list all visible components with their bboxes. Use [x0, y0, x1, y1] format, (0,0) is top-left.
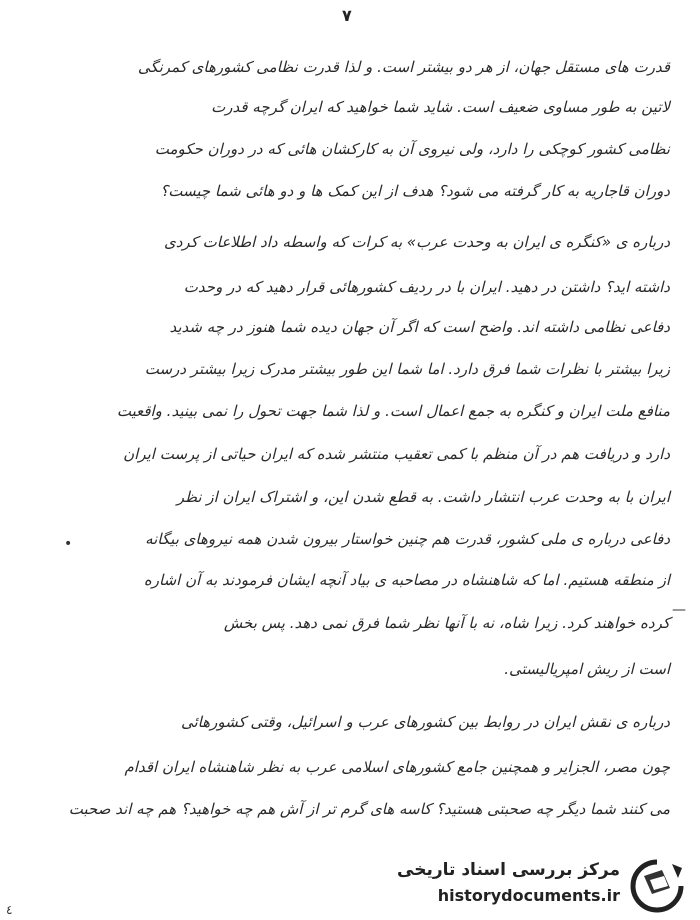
handwritten-line: کرده خواهند کرد. زیرا شاه، نه با آنها نظر شما فرق نمی دهد. پس بخش: [223, 614, 670, 632]
handwritten-line: درباره ی «کنگره ی ایران به وحدت عرب» به کرات که واسطه داد اطلاعات کردی: [164, 233, 670, 251]
handwritten-line: داشته اید؟ داشتن در دهید. ایران با در ردیف کشورهائی قرار دهید که در وحدت: [183, 278, 670, 296]
margin-dot: •: [64, 536, 73, 552]
margin-dash: —: [672, 602, 686, 618]
handwritten-line: نظامی کشور کوچکی را دارد، ولی نیروی آن به کارکشان هائی که در دوران حکومت: [154, 140, 670, 158]
handwritten-line: است از ریش امپریالیستی.: [504, 660, 670, 678]
watermark-title: مرکز بررسی اسناد تاریخی: [397, 860, 620, 880]
handwritten-line: می کنند شما دیگر چه صحبتی هستید؟ کاسه های گرم تر از آش هم چه خواهید؟ هم چه اند صحبت: [68, 800, 670, 818]
archive-logo-icon: [628, 858, 686, 914]
handwritten-line: دفاعی درباره ی ملی کشور، قدرت هم چنین خواستار بیرون شدن همه نیروهای بیگانه: [145, 530, 670, 548]
handwritten-line: لاتین به طور مساوی ضعیف است. شاید شما خواهید که ایران گرچه قدرت: [211, 98, 670, 116]
handwritten-line: درباره ی نقش ایران در روابط بین کشورهای عرب و اسرائیل، وقتی کشورهائی: [180, 713, 670, 731]
archive-watermark: [390, 856, 690, 916]
handwritten-line: دفاعی نظامی داشته اند. واضح است که اگر آن جهان دیده شما هنوز در چه شدید: [169, 318, 670, 336]
handwritten-line: قدرت های مستقل جهان، از هر دو بیشتر است. و لذا قدرت نظامی کشورهای کمرنگی: [137, 58, 670, 76]
handwritten-line: چون مصر، الجزایر و همچنین جامع کشورهای اسلامی عرب به نظر شاهنشاه ایران اقدام: [124, 758, 670, 776]
handwritten-line: منافع ملت ایران و کنگره به جمع اعمال است. و لذا شما جهت تحول را نمی بینید. واقعیت: [116, 402, 670, 420]
handwritten-line: ایران با به وحدت عرب انتشار داشت. به قطع شدن این، و اشتراک ایران از نظر: [176, 488, 670, 506]
handwritten-line: زیرا بیشتر با نظرات شما فرق دارد. اما شما این طور بیشتر مدرک زیرا بیشتر درست: [144, 360, 670, 378]
handwritten-line: دارد و دریافت هم در آن منظم با کمی تعقیب منتشر شده که ایران حیاتی از پرست ایران: [123, 445, 670, 463]
handwritten-line: دوران قاجاریه به کار گرفته می شود؟ هدف از این کمک ها و دو هائی شما چیست؟: [160, 182, 670, 200]
page-number: ۷: [342, 6, 352, 25]
handwritten-line: از منطقه هستیم. اما که شاهنشاه در مصاحبه ی بیاد آنچه ایشان فرمودند به آن اشاره: [143, 571, 670, 589]
corner-mark: ٤: [6, 903, 13, 917]
watermark-url: historydocuments.ir: [437, 886, 620, 905]
